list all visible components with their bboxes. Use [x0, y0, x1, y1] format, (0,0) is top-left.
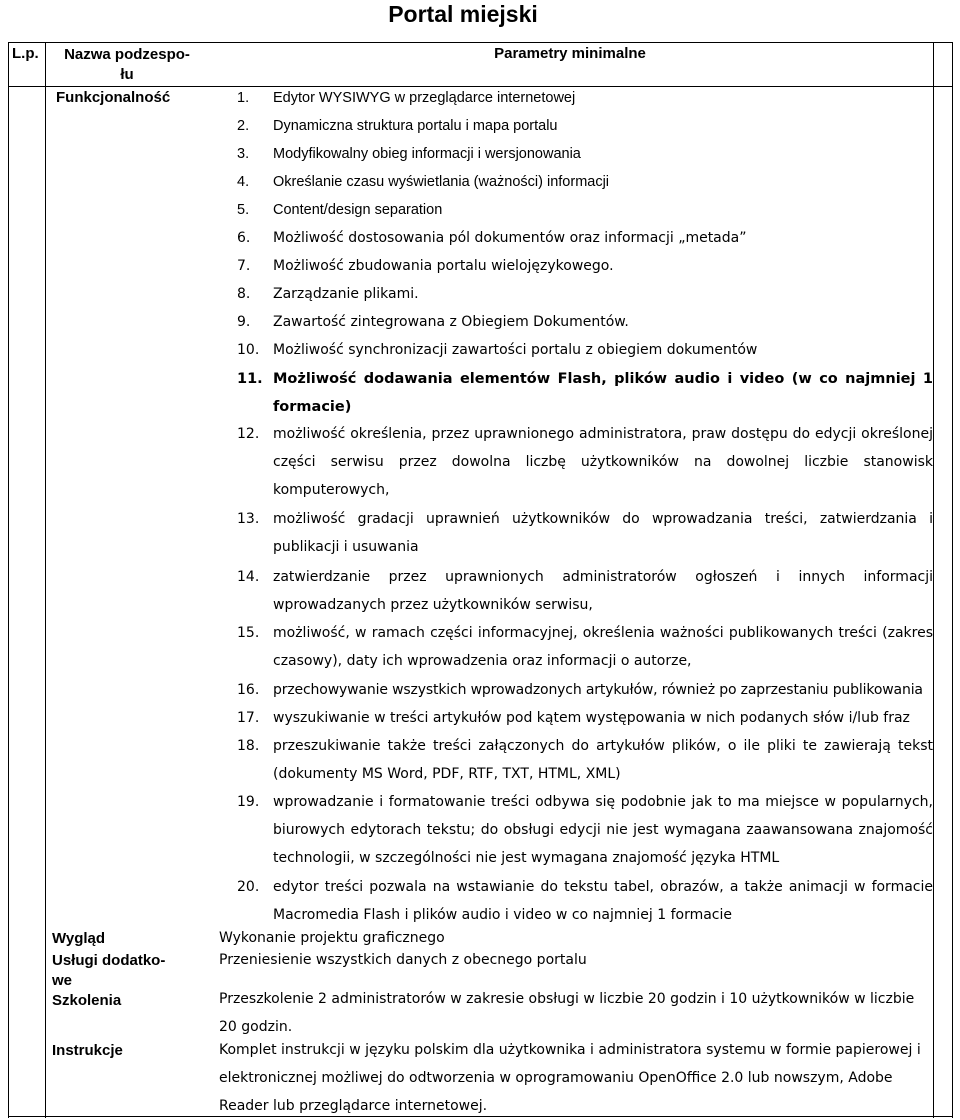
- list-item: 12. możliwość określenia, przez uprawnionego administratora, praw dostępu do edycji określonej części serwisu przez dowolna liczbę użytkowników na dowolnej liczbie stanowisk komputerowych,: [237, 426, 933, 498]
- page-title: Portal miejski: [388, 1, 538, 27]
- row-text-instrukcje: Komplet instrukcji w języku polskim dla użytkownika i administratora systemu w formie papierowej i elektronicznej możliwej do odtworzenia w oprogramowaniu OpenOffice 2.0 lub nowszym, Adobe Reader lub przeglądarce internetowej.: [219, 1042, 921, 1114]
- list-item: 11. Możliwość dodawania elementów Flash, plików audio i video (w co najmniej 1 formacie): [237, 371, 933, 415]
- row-label-funkcjonalnosc: Funkcjonalność: [56, 89, 171, 106]
- list-item: 10. Możliwość synchronizacji zawartości portalu z obiegiem dokumentów: [237, 342, 758, 358]
- list-item: 1. Edytor WYSIWYG w przeglądarce internetowej: [237, 90, 576, 106]
- list-item: 7. Możliwość zbudowania portalu wielojęzykowego.: [237, 258, 614, 274]
- row-text-wyglad: Wykonanie projektu graficznego: [219, 930, 445, 946]
- header-parameters: Parametry minimalne: [494, 45, 646, 62]
- list-item: 20. edytor treści pozwala na wstawianie do tekstu tabel, obrazów, a także animacji w formacie Macromedia Flash i plików audio i video w co najmniej 1 formacie: [237, 879, 933, 923]
- list-item: 18. przeszukiwanie także treści załączonych do artykułów plików, o ile pliki te zawierają tekst (dokumenty MS Word, PDF, RTF, TXT, HTML, XML): [237, 738, 933, 782]
- row-label-wyglad: Wygląd: [52, 930, 106, 947]
- list-item: 16. przechowywanie wszystkich wprowadzonych artykułów, również po zaprzestaniu publikowania: [237, 682, 923, 698]
- list-item: 3. Modyfikowalny obieg informacji i wersjonowania: [237, 146, 581, 162]
- list-item: 19. wprowadzanie i formatowanie treści odbywa się podobnie jak to ma miejsce w popularnych, biurowych edytorach tekstu; do obsługi edycji nie jest wymagana zaawansowana znajomość technologii, w szczególności nie jest wymagana znajomość języka HTML: [237, 794, 933, 866]
- list-item: 5. Content/design separation: [237, 202, 443, 218]
- row-label-szkolenia: Szkolenia: [52, 992, 122, 1009]
- list-item: 15. możliwość, w ramach części informacyjnej, określenia ważności publikowanych treści (zakres czasowy), daty ich wprowadzenia oraz informacji o autorze,: [237, 625, 933, 669]
- row-text-szkolenia: Przeszkolenie 2 administratorów w zakresie obsługi w liczbie 20 godzin i 10 użytkowników w liczbie 20 godzin.: [219, 991, 915, 1035]
- list-item: 4. Określanie czasu wyświetlania (ważności) informacji: [237, 174, 610, 190]
- list-item: 8. Zarządzanie plikami.: [237, 286, 419, 302]
- header-lp: L.p.: [12, 45, 39, 62]
- row-label-uslugi: Usługi dodatko- we: [52, 952, 166, 989]
- list-item: 14. zatwierdzanie przez uprawnionych administratorów ogłoszeń i innych informacji wprowadzanych przez użytkowników serwisu,: [237, 569, 933, 613]
- header-component-name: Nazwa podzespo- łu: [64, 46, 190, 83]
- list-item: 2. Dynamiczna struktura portalu i mapa portalu: [237, 118, 558, 134]
- list-item: 17. wyszukiwanie w treści artykułów pod kątem występowania w nich podanych słów i/lub fraz: [237, 710, 910, 726]
- list-item: 6. Możliwość dostosowania pól dokumentów oraz informacji „metada”: [237, 230, 747, 246]
- row-label-instrukcje: Instrukcje: [52, 1042, 123, 1059]
- list-item: 13. możliwość gradacji uprawnień użytkowników do wprowadzania treści, zatwierdzania i publikacji i usuwania: [237, 511, 933, 555]
- row-text-uslugi: Przeniesienie wszystkich danych z obecnego portalu: [219, 952, 587, 968]
- list-item: 9. Zawartość zintegrowana z Obiegiem Dokumentów.: [237, 314, 629, 330]
